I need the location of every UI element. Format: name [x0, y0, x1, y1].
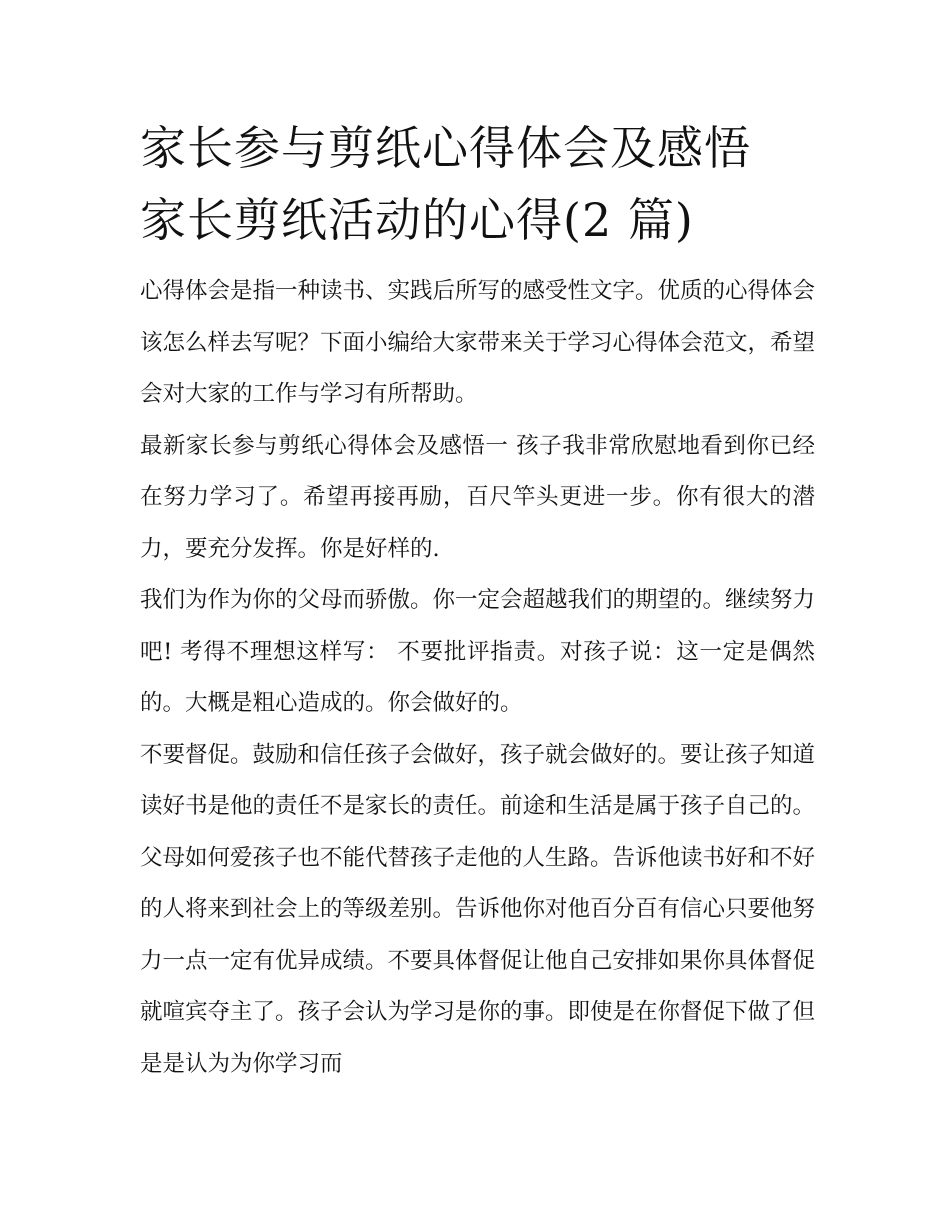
document-body	[140, 266, 815, 1090]
title-line-1: 家长参与剪纸心得体会及感悟	[140, 121, 751, 175]
paragraph-2: 最新家长参与剪纸心得体会及感悟一 孩子我非常欣慰地看到你已经在努力学习了。希望再接再励，百尺竿头更进一步。你有很大的潜力，要充分发挥。你是好样的.	[140, 432, 815, 562]
document-content	[140, 112, 815, 1090]
paragraph-4: 不要督促。鼓励和信任孩子会做好，孩子就会做好的。要让孩子知道读好书是他的责任不是家长的责任。前途和生活是属于孩子自己的。父母如何爱孩子也不能代替孩子走他的人生路。告诉他读书好和不好的人将来到社会上的等级差别。告诉他你对他百分百有信心只要他努力一点一定有优异成绩。不要具体督促让他自己安排如果你具体督促就喧宾夺主了。孩子会认为学习是你的事。即使是在你督促下做了但是是认为为你学习而	[140, 741, 816, 1077]
paragraph-3: 我们为作为你的父母而骄傲。你一定会超越我们的期望的。继续努力吧! 考得不理想这样写： 不要批评指责。对孩子说：这一定是偶然的。大概是粗心造成的。你会做好的。	[140, 587, 816, 716]
title-line-2: 家长剪纸活动的心得(2 篇)	[140, 193, 694, 247]
document-title	[140, 112, 815, 256]
paragraph-intro: 心得体会是指一种读书、实践后所写的感受性文字。优质的心得体会该怎么样去写呢？下面小编给大家带来关于学习心得体会范文，希望会对大家的工作与学习有所帮助。	[140, 278, 816, 407]
